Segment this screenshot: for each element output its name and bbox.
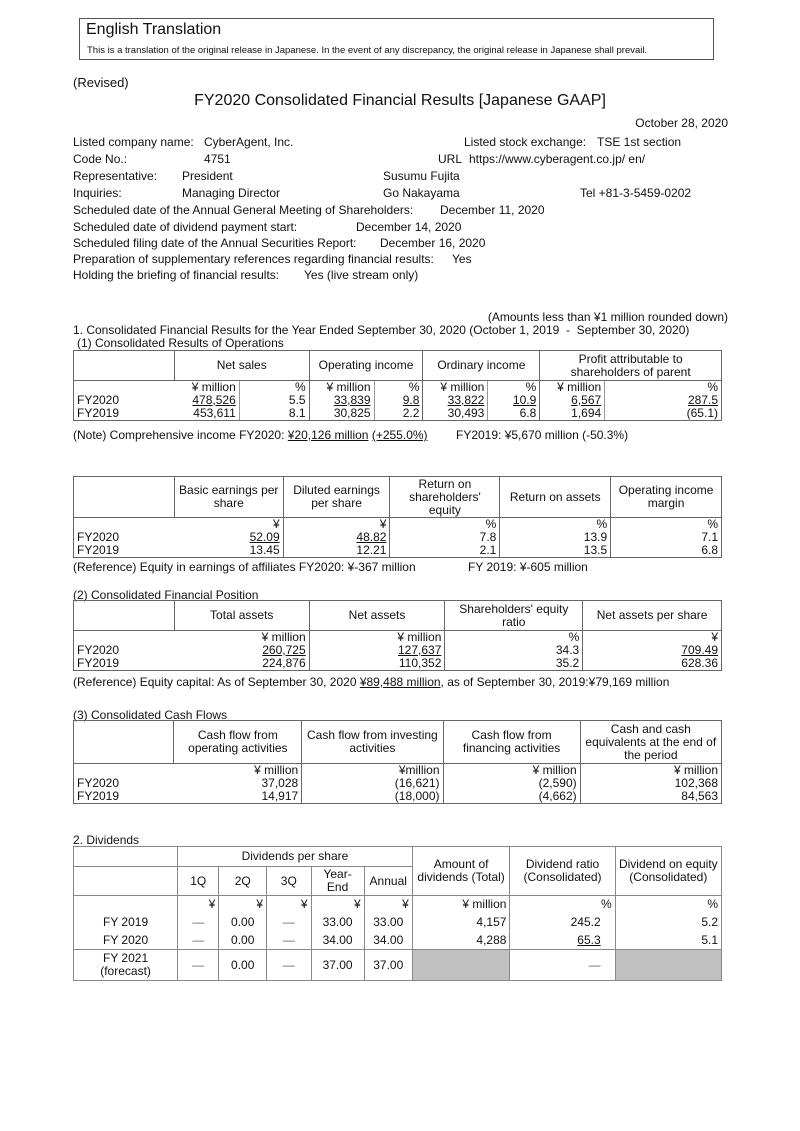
cell: 37.00 (364, 950, 412, 981)
header-operating-margin: Operating income margin (611, 477, 722, 518)
table-row (74, 790, 722, 804)
cell: 13.5 (500, 544, 611, 558)
cell: 4,157 (412, 914, 510, 932)
header-financing-cf: Cash flow from financing activities (443, 721, 580, 764)
cell: — (178, 914, 219, 932)
unit: % (500, 518, 611, 532)
cell: 37.00 (311, 950, 364, 981)
header-net-assets-per-share: Net assets per share (583, 601, 722, 631)
cell: 33.00 (311, 914, 364, 932)
cell: 13.9 (500, 531, 611, 544)
ops-header-profit: Profit attributable to shareholders of parent (540, 351, 722, 381)
cell: (16,621) (302, 777, 443, 790)
cash-header-blank (74, 721, 174, 764)
page-title: FY2020 Consolidated Financial Results [Japanese GAAP] (194, 92, 606, 109)
unit: ¥ (583, 631, 722, 645)
ratios-table (73, 476, 722, 558)
row-label: FY 2021 (forecast) (74, 950, 178, 981)
cell: 4,288 (412, 932, 510, 950)
cell: 37,028 (174, 777, 302, 790)
unit: ¥ million (443, 764, 580, 778)
row-label: FY2020 (74, 394, 175, 407)
unit: ¥ million (540, 381, 605, 395)
unit: ¥ million (580, 764, 721, 778)
cell: (18,000) (302, 790, 443, 804)
cell: 2.2 (374, 407, 423, 421)
section-1-heading: 1. Consolidated Financial Results for the Year Ended September 30, 2020 (October 1, 2019 - September 30, 2020) (73, 323, 690, 337)
table-row (74, 544, 722, 558)
cell: — (178, 950, 219, 981)
cell: (4,662) (443, 790, 580, 804)
company-url[interactable]: https://www.cyberagent.co.jp/ en/ (469, 152, 646, 166)
dividend-date: December 14, 2020 (356, 220, 462, 234)
agm-label: Scheduled date of the Annual General Meeting of Shareholders: (73, 203, 414, 217)
header-cash-end: Cash and cash equivalents at the end of the period (580, 721, 721, 764)
cell: 14,917 (174, 790, 302, 804)
position-table (73, 600, 722, 671)
rep-label: Representative: (73, 169, 158, 183)
header-net-assets: Net assets (309, 601, 445, 631)
supplementary-label: Preparation of supplementary references regarding financial results: (73, 252, 434, 266)
cell: — (267, 914, 311, 932)
cell: 30,825 (309, 407, 374, 421)
company-name: CyberAgent, Inc. (204, 135, 294, 149)
note-prefix: (Note) Comprehensive income FY2020: (73, 428, 288, 442)
ratios-header-blank (74, 477, 175, 518)
dividend-date-label: Scheduled date of dividend payment start: (73, 220, 298, 234)
cell: 13.45 (174, 544, 283, 558)
exchange-label: Listed stock exchange: (464, 135, 587, 149)
cell: 0.00 (219, 914, 267, 932)
cell: 453,611 (174, 407, 239, 421)
position-heading: (2) Consolidated Financial Position (73, 588, 259, 602)
cell: 6.8 (488, 407, 540, 421)
header-3q: 3Q (267, 867, 311, 896)
ops-header-net-sales: Net sales (174, 351, 309, 381)
table-row (74, 914, 722, 932)
unit: ¥ (364, 896, 412, 914)
inquiries-name: Go Nakayama (383, 186, 460, 200)
header-year-end: Year-End (311, 867, 364, 896)
header-roe: Return on shareholders' equity (390, 477, 500, 518)
banner-note: This is a translation of the original release in Japanese. In the event of any discrepancy, the original release in Japanese shall prevail. (87, 45, 648, 56)
rep-title: President (182, 169, 233, 183)
header-basic-eps: Basic earnings per share (174, 477, 283, 518)
unit: ¥ (283, 518, 390, 532)
inquiries-title: Managing Director (182, 186, 281, 200)
ops-header-ordinary-income: Ordinary income (423, 351, 540, 381)
unit: % (611, 518, 722, 532)
cell: 34.3 (445, 644, 583, 657)
cell: 65.3 (510, 932, 615, 950)
cell: 5.5 (239, 394, 309, 407)
header-amount-dividends: Amount of dividends (Total) (412, 847, 510, 896)
translation-banner (79, 18, 714, 60)
cell: 0.00 (219, 932, 267, 950)
cell: 12.21 (283, 544, 390, 558)
cell: — (267, 932, 311, 950)
ref-2020-value: ¥89,488 million (359, 675, 441, 689)
unit: ¥ million (174, 631, 309, 645)
row-label: FY2020 (74, 644, 175, 657)
amounts-note: (Amounts less than ¥1 million rounded down) (487, 310, 728, 324)
cell: 110,352 (309, 657, 445, 671)
table-row-forecast (74, 950, 722, 981)
header-1q: 1Q (178, 867, 219, 896)
cell: 33.00 (364, 914, 412, 932)
row-label: FY2019 (74, 544, 175, 558)
rep-name: Susumu Fujita (383, 169, 460, 183)
unit: % (615, 896, 721, 914)
unit: % (445, 631, 583, 645)
header-operating-cf: Cash flow from operating activities (174, 721, 302, 764)
unit: % (239, 381, 309, 395)
cell: 10.9 (488, 394, 540, 407)
code-label: Code No.: (73, 152, 128, 166)
cell: 35.2 (445, 657, 583, 671)
unit: ¥ (267, 896, 311, 914)
inquiries-label: Inquiries: (73, 186, 122, 200)
unit: ¥ (178, 896, 219, 914)
cash-heading: (3) Consolidated Cash Flows (73, 708, 228, 722)
table-row (74, 644, 722, 657)
ref-prefix: (Reference) Equity capital: As of September 30, 2020 (73, 675, 360, 689)
unit: % (374, 381, 423, 395)
unit: ¥ million (309, 631, 445, 645)
equity-capital-reference (73, 675, 669, 689)
filing-label: Scheduled filing date of the Annual Securities Report: (73, 236, 357, 250)
table-row (74, 394, 722, 407)
note-2020-value: ¥20,126 million (287, 428, 369, 442)
dividends-heading: 2. Dividends (73, 833, 140, 847)
cell: 0.00 (219, 950, 267, 981)
cell: 34.00 (364, 932, 412, 950)
row-label: FY 2020 (74, 932, 178, 950)
unit: ¥million (302, 764, 443, 778)
cell: 84,563 (580, 790, 721, 804)
row-label: FY2019 (74, 657, 175, 671)
unit: ¥ million (309, 381, 374, 395)
row-label: FY2019 (74, 407, 175, 421)
cell: 34.00 (311, 932, 364, 950)
ref-suffix: , as of September 30, 2019:¥79,169 million (440, 675, 670, 689)
filing-date: December 16, 2020 (380, 236, 486, 250)
exchange-value: TSE 1st section (597, 135, 682, 149)
header-diluted-eps: Diluted earnings per share (283, 477, 390, 518)
cell: 8.1 (239, 407, 309, 421)
table-row (74, 657, 722, 671)
table-row (74, 932, 722, 950)
ops-header-operating-income: Operating income (309, 351, 423, 381)
table-row (74, 531, 722, 544)
ops-header-blank (74, 351, 175, 381)
header-equity-ratio: Shareholders' equity ratio (445, 601, 583, 631)
report-date: October 28, 2020 (635, 116, 728, 130)
dividends-table (73, 846, 722, 981)
unit: % (488, 381, 540, 395)
unit: ¥ (219, 896, 267, 914)
url-label: URL (438, 152, 463, 166)
cell: 287.5 (605, 394, 722, 407)
unit: % (605, 381, 722, 395)
cash-flows-table (73, 720, 722, 804)
cell: 7.1 (611, 531, 722, 544)
cell: 245.2 (510, 914, 615, 932)
unit: ¥ million (423, 381, 488, 395)
header-roa: Return on assets (500, 477, 611, 518)
operations-table (73, 350, 722, 421)
unit: ¥ (174, 518, 283, 532)
note-2020-pct: (+255.0%) (371, 428, 428, 442)
cell: 30,493 (423, 407, 488, 421)
supplementary-value: Yes (452, 252, 472, 266)
company-label: Listed company name: (73, 135, 194, 149)
cell: (65.1) (605, 407, 722, 421)
cell: 5.1 (615, 932, 721, 950)
cell: 1,694 (540, 407, 605, 421)
unit: % (510, 896, 615, 914)
agm-date: December 11, 2020 (440, 203, 545, 217)
position-header-blank (74, 601, 175, 631)
equity-earnings-2019: FY 2019: ¥-605 million (468, 560, 588, 574)
telephone: Tel +81-3-5459-0202 (580, 186, 692, 200)
header-dividend-ratio: Dividend ratio (Consolidated) (510, 847, 615, 896)
cell: 33,822 (423, 394, 488, 407)
header-investing-cf: Cash flow from investing activities (302, 721, 443, 764)
cell: 628.36 (583, 657, 722, 671)
code-value: 4751 (204, 152, 231, 166)
cell: 6.8 (611, 544, 722, 558)
cell: 7.8 (390, 531, 500, 544)
cell: 48.82 (283, 531, 390, 544)
header-total-assets: Total assets (174, 601, 309, 631)
unit: % (390, 518, 500, 532)
cell: 5.2 (615, 914, 721, 932)
cell: 224,876 (174, 657, 309, 671)
briefing-value: Yes (live stream only) (304, 268, 419, 282)
cell: — (178, 932, 219, 950)
dividends-header-blank (74, 847, 178, 867)
row-label: FY2019 (74, 790, 174, 804)
cell: 52.09 (174, 531, 283, 544)
cell: — (267, 950, 311, 981)
cell: 709.49 (583, 644, 722, 657)
cell: 260,725 (174, 644, 309, 657)
header-annual: Annual (364, 867, 412, 896)
cell: (2,590) (443, 777, 580, 790)
cell-shaded (615, 950, 721, 981)
cell: 6,567 (540, 394, 605, 407)
table-row (74, 407, 722, 421)
dividends-subheader-blank (74, 867, 178, 896)
unit: ¥ million (412, 896, 510, 914)
header-2q: 2Q (219, 867, 267, 896)
row-label: FY2020 (74, 531, 175, 544)
equity-earnings-2020: (Reference) Equity in earnings of affiliates FY2020: ¥-367 million (73, 560, 416, 574)
header-dividends-per-share: Dividends per share (178, 847, 413, 867)
revised-label: (Revised) (73, 75, 129, 90)
cell: 102,368 (580, 777, 721, 790)
comprehensive-income-note (73, 428, 428, 442)
cell: 127,637 (309, 644, 445, 657)
comprehensive-income-2019: FY2019: ¥5,670 million (-50.3%) (456, 428, 629, 442)
banner-title: English Translation (86, 21, 222, 38)
cell: 33,839 (309, 394, 374, 407)
row-label: FY2020 (74, 777, 174, 790)
briefing-label: Holding the briefing of financial results: (73, 268, 280, 282)
unit: ¥ million (174, 764, 302, 778)
unit: ¥ (311, 896, 364, 914)
cell: 2.1 (390, 544, 500, 558)
operations-heading: (1) Consolidated Results of Operations (77, 336, 284, 350)
cell: 9.8 (374, 394, 423, 407)
cell: — (510, 950, 615, 981)
row-label: FY 2019 (74, 914, 178, 932)
header-dividend-on-equity: Dividend on equity (Consolidated) (615, 847, 721, 896)
unit: ¥ million (174, 381, 239, 395)
cell: 478,526 (174, 394, 239, 407)
cell-shaded (412, 950, 510, 981)
